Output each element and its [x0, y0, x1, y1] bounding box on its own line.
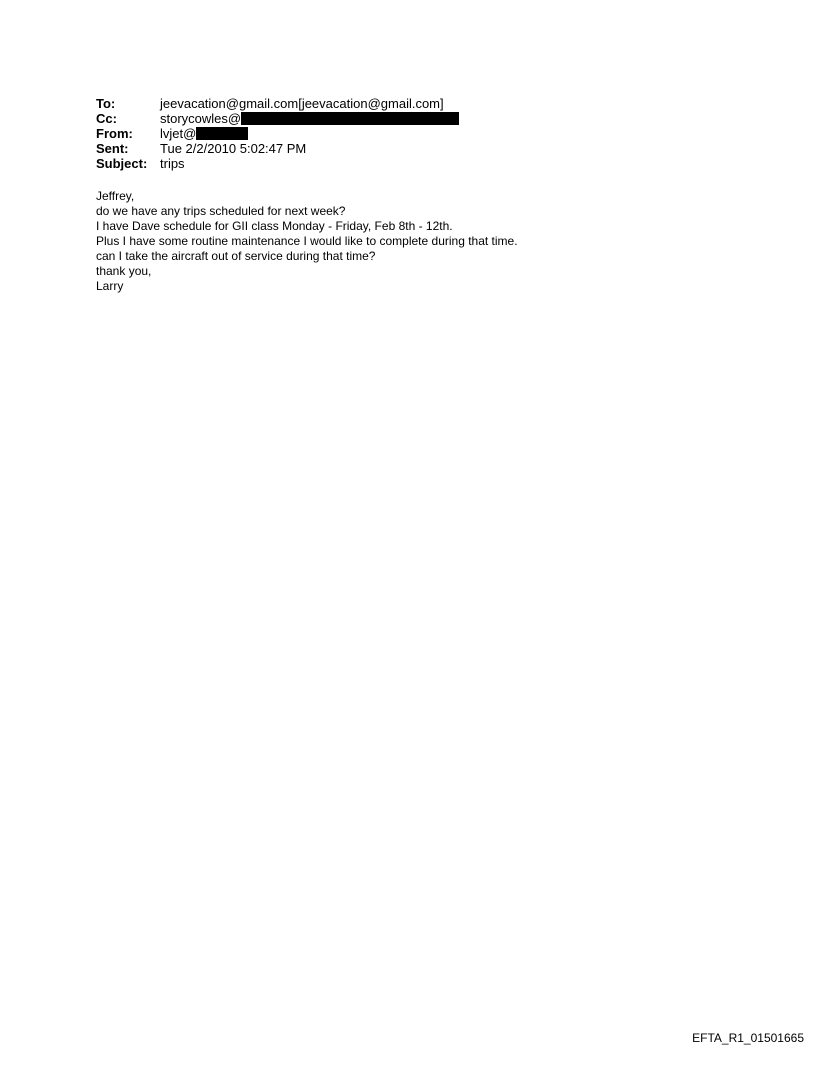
body-line: can I take the aircraft out of service during that time? [96, 249, 376, 263]
to-value: jeevacation@gmail.com[jeevacation@gmail.com] [160, 96, 444, 111]
email-header [96, 96, 459, 171]
body-line: Jeffrey, [96, 189, 135, 203]
body-line: do we have any trips scheduled for next week? [96, 204, 346, 218]
cc-row [96, 111, 459, 126]
from-value: lvjet@ [160, 126, 197, 141]
sent-value: Tue 2/2/2010 5:02:47 PM [160, 141, 307, 156]
body-line: I have Dave schedule for GII class Monday - Friday, Feb 8th - 12th. [96, 219, 453, 233]
from-row [96, 126, 459, 141]
cc-value: storycowles@ [160, 111, 242, 126]
cc-redaction-bar [241, 112, 459, 125]
from-redaction-bar [196, 127, 248, 140]
body-line: Plus I have some routine maintenance I would like to complete during that time. [96, 234, 518, 248]
subject-row [96, 156, 459, 171]
body-line: thank you, [96, 264, 152, 278]
document-id: EFTA_R1_01501665 [692, 1031, 804, 1045]
cc-value-wrapper [160, 111, 459, 126]
from-label: From: [96, 126, 133, 141]
from-value-wrapper [160, 126, 248, 141]
to-label: To: [96, 96, 116, 111]
subject-value: trips [160, 156, 185, 171]
sent-row [96, 141, 459, 156]
body-line: Larry [96, 279, 124, 293]
subject-label: Subject: [96, 156, 148, 171]
sent-label: Sent: [96, 141, 129, 156]
to-row [96, 96, 459, 111]
cc-label: Cc: [96, 111, 117, 126]
email-body [96, 189, 518, 294]
